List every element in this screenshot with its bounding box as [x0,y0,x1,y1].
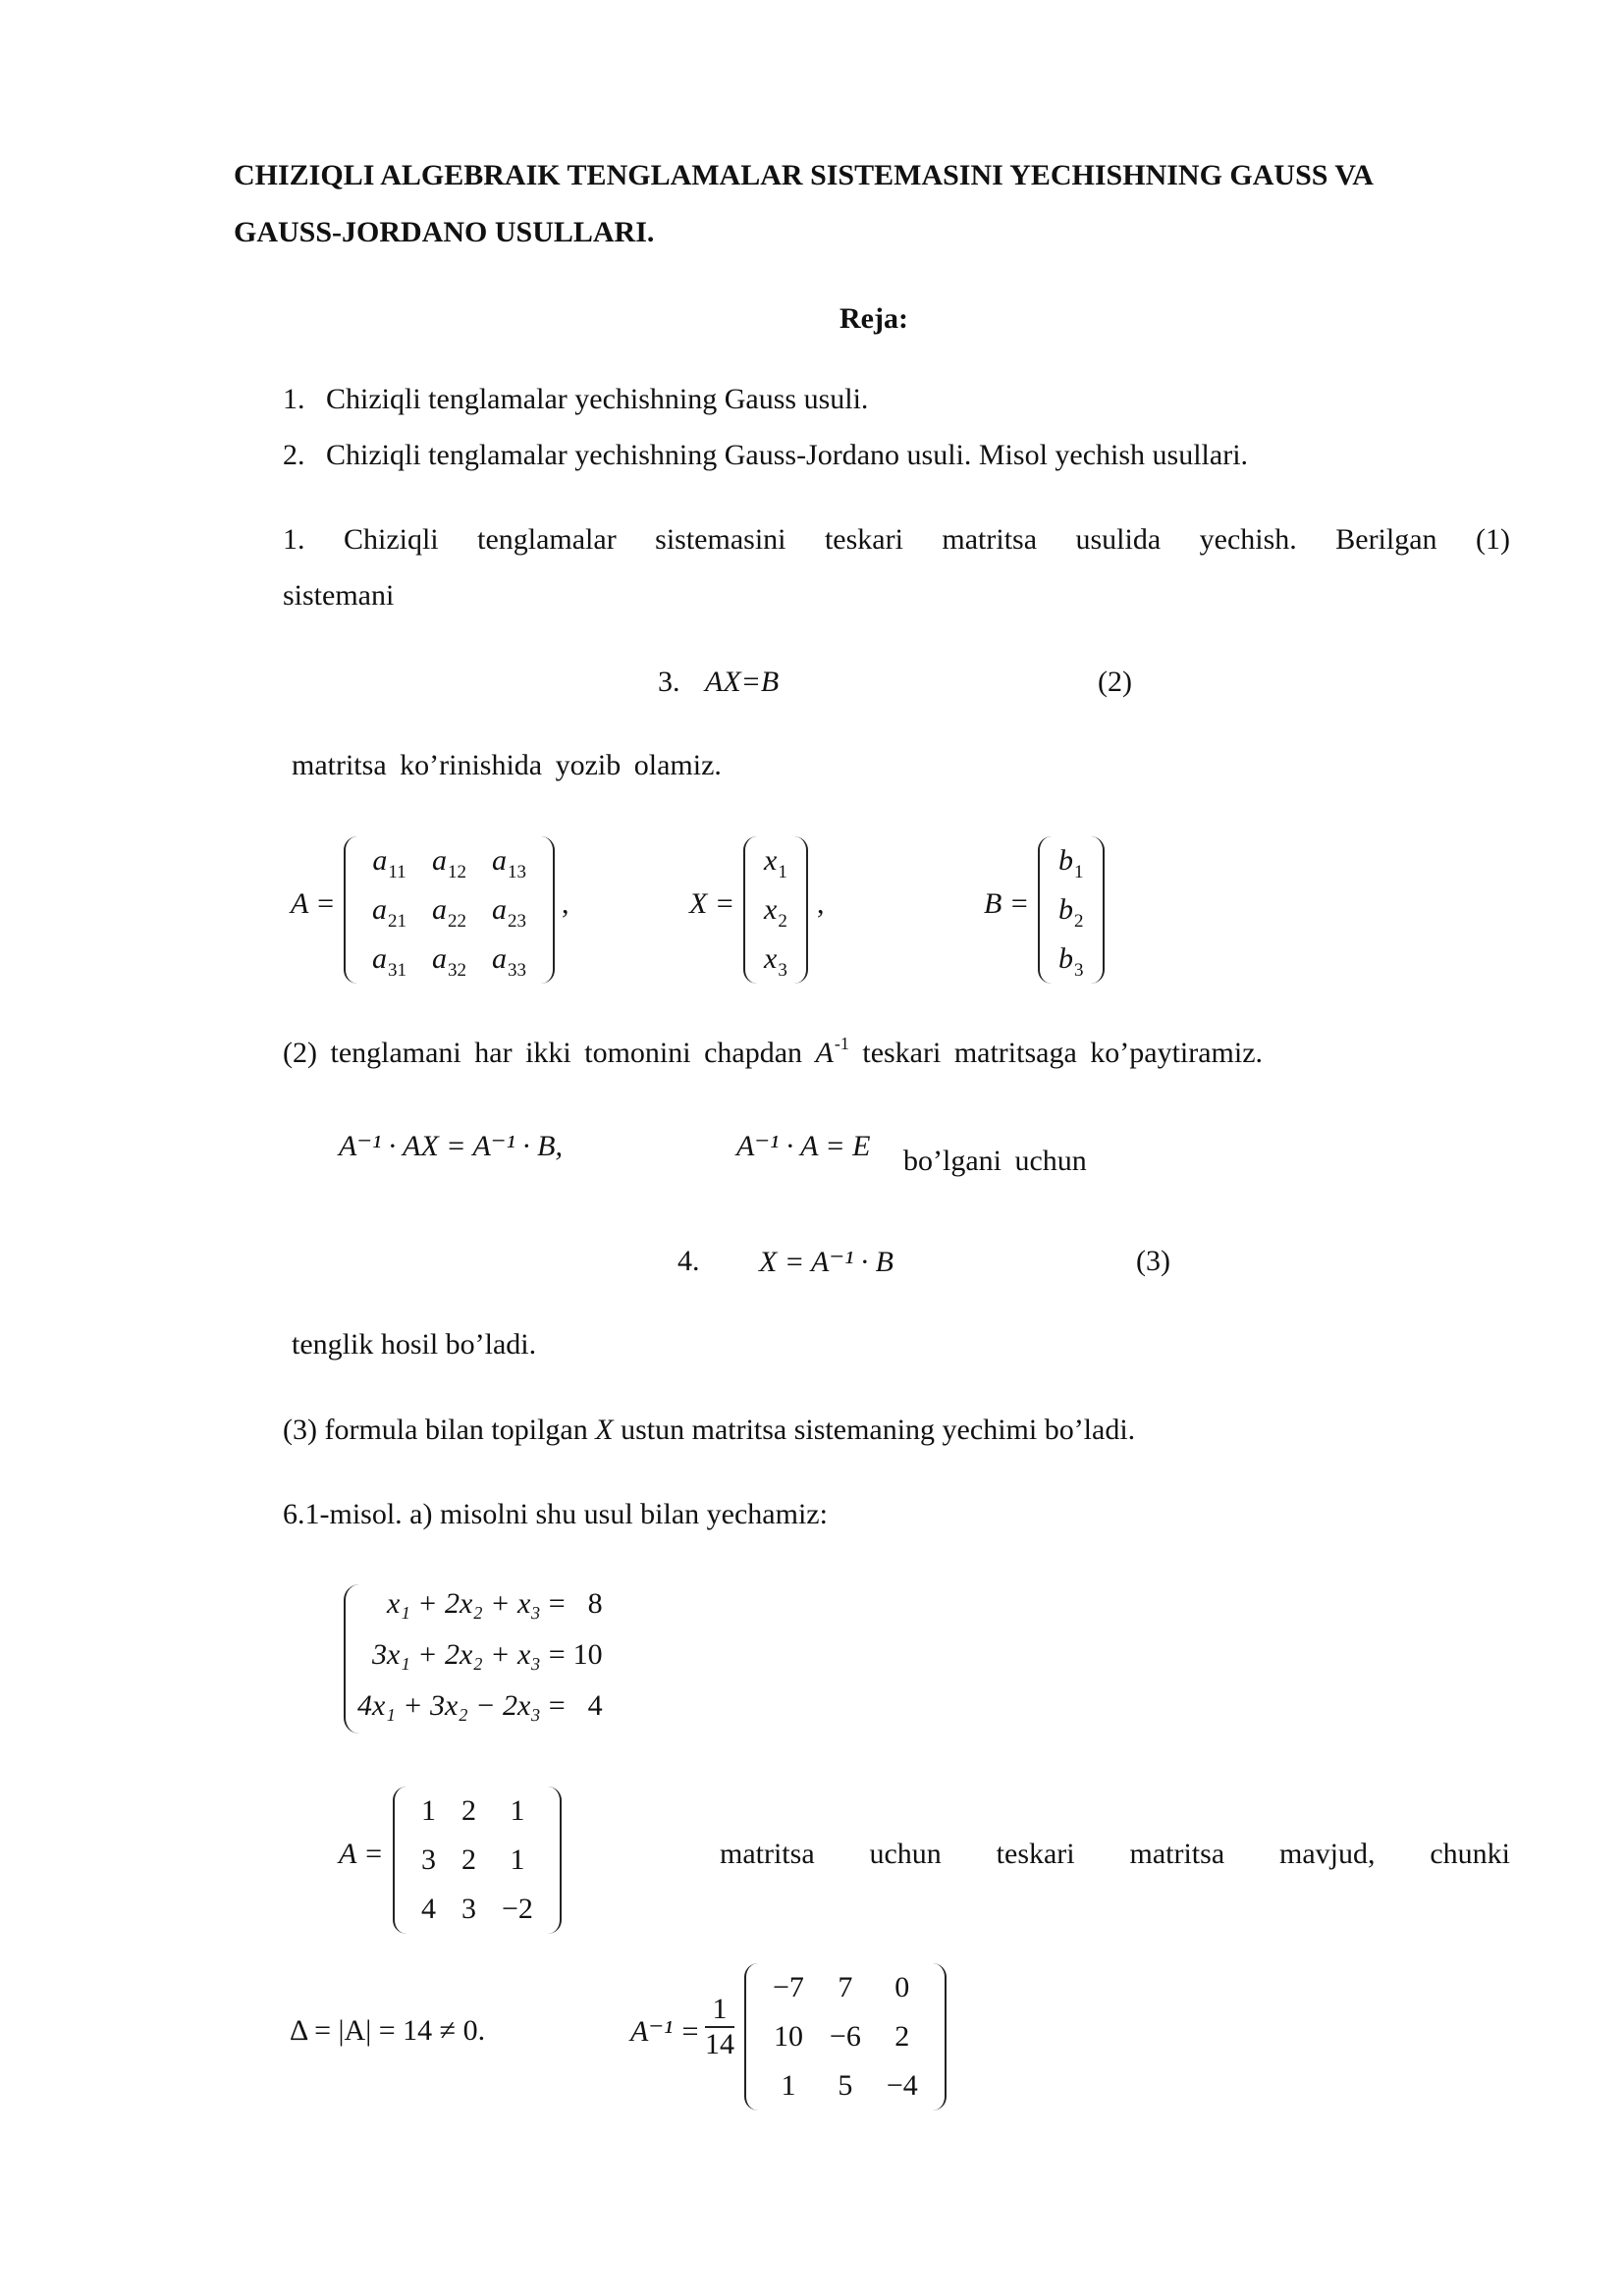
equation-system [353,1578,607,1732]
paragraph-3 [283,1034,1264,1070]
paragraph-2: matritsa ko’rinishida yozib olamiz. [292,749,722,781]
paragraph-5-end: ustun matritsa sistemaning yechimi bo’ladi. [621,1414,1136,1446]
equation-2-tag: (2) [1098,666,1132,698]
matrix-b-label: B = [984,887,1030,920]
fraction-denominator: 14 [705,2028,734,2060]
equation-3-number: 4. [677,1245,700,1277]
example-heading: 6.1-misol. a) misolni shu usul bilan yechamiz: [283,1498,828,1530]
paragraph-5 [283,1414,1135,1447]
determinant: Δ = |A| = 14 ≠ 0. [290,2014,486,2047]
matrix-a: $a_{11}$ $a_{12}$ $a_{13}$ $a_{21}$ $a_{22}$ $a_{23}$ $a_{31}$ $a_{32}$ $a_{33}$ [344,836,555,984]
equation-3: X = A⁻¹ · B [759,1246,894,1278]
paragraph-3-start: (2) tenglamani har ikki tomonini chapdan [283,1037,803,1069]
plan-item-2 [283,439,1248,472]
system-row: 3x₁ + 2x₂ + x₃ = 10 [372,1638,603,1671]
equation-3-tag: (3) [1136,1245,1170,1277]
boulgani-text: bo’lgani uchun [903,1145,1087,1177]
numeric-matrix-a: 1 2 1 3 2 1 4 3 −2 [393,1787,562,1934]
comma: , [817,887,825,920]
matrix-a-label: A = [291,887,336,920]
title-line-1: CHIZIQLI ALGEBRAIK TENGLAMALAR SISTEMASINI YECHISHNING GAUSS VA [234,159,1374,191]
paragraph-3-end: teskari matritsaga ko’paytiramiz. [862,1037,1264,1069]
system-row: 4x₁ + 3x₂ − 2x₃ = 4 [357,1689,603,1722]
numeric-a-label: A = [339,1838,384,1870]
reja-heading: Reja: [839,302,908,335]
system-row: x₁ + 2x₂ + x₃ = 8 [387,1587,603,1620]
matrix-x: $x_1$ $x_2$ $x_3$ [743,836,808,984]
fraction-numerator: 1 [705,1993,734,2028]
fraction [705,1993,734,2061]
plan-item-text: Chiziqli tenglamalar yechishning Gauss-Jordano usuli. Misol yechish usullari. [326,439,1249,471]
matrix-symbol: A [815,1037,834,1069]
equation-2-number: 3. [658,666,680,698]
equation-identity: A⁻¹ · A = E [736,1130,871,1162]
title-line-2: GAUSS-JORDANO USULLARI. [234,216,655,248]
matrix-b: $b_1$ $b_2$ $b_3$ [1038,836,1105,984]
equation-multiply: A⁻¹ · AX = A⁻¹ · B, [339,1130,563,1162]
comma: , [562,887,569,920]
plan-item-1 [283,383,868,416]
plan-item-text: Chiziqli tenglamalar yechishning Gauss usuli. [326,383,869,415]
inverse-matrix: −7 7 0 10 −6 2 1 5 −4 [744,1963,947,2110]
paragraph-1-line-2: sistemani [283,579,395,612]
inverse-superscript: -1 [834,1034,849,1053]
paragraph-4: tenglik hosil bo’ladi. [292,1328,537,1361]
plan-item-number: 1. [283,383,305,415]
matritsa-text: matritsa uchun teskari matritsa mavjud, chunki [720,1838,1510,1870]
paragraph-1-line-1: 1. Chiziqli tenglamalar sistemasini teskari matritsa usulida yechish. Berilgan (1) [283,523,1510,556]
matrix-symbol: X [595,1414,614,1446]
paragraph-5-start: (3) formula bilan topilgan [283,1414,588,1446]
matrix-x-label: X = [689,887,735,920]
equation-2: AX=B [705,666,780,698]
inverse-label: A⁻¹ = [630,2015,700,2048]
plan-item-number: 2. [283,439,305,471]
